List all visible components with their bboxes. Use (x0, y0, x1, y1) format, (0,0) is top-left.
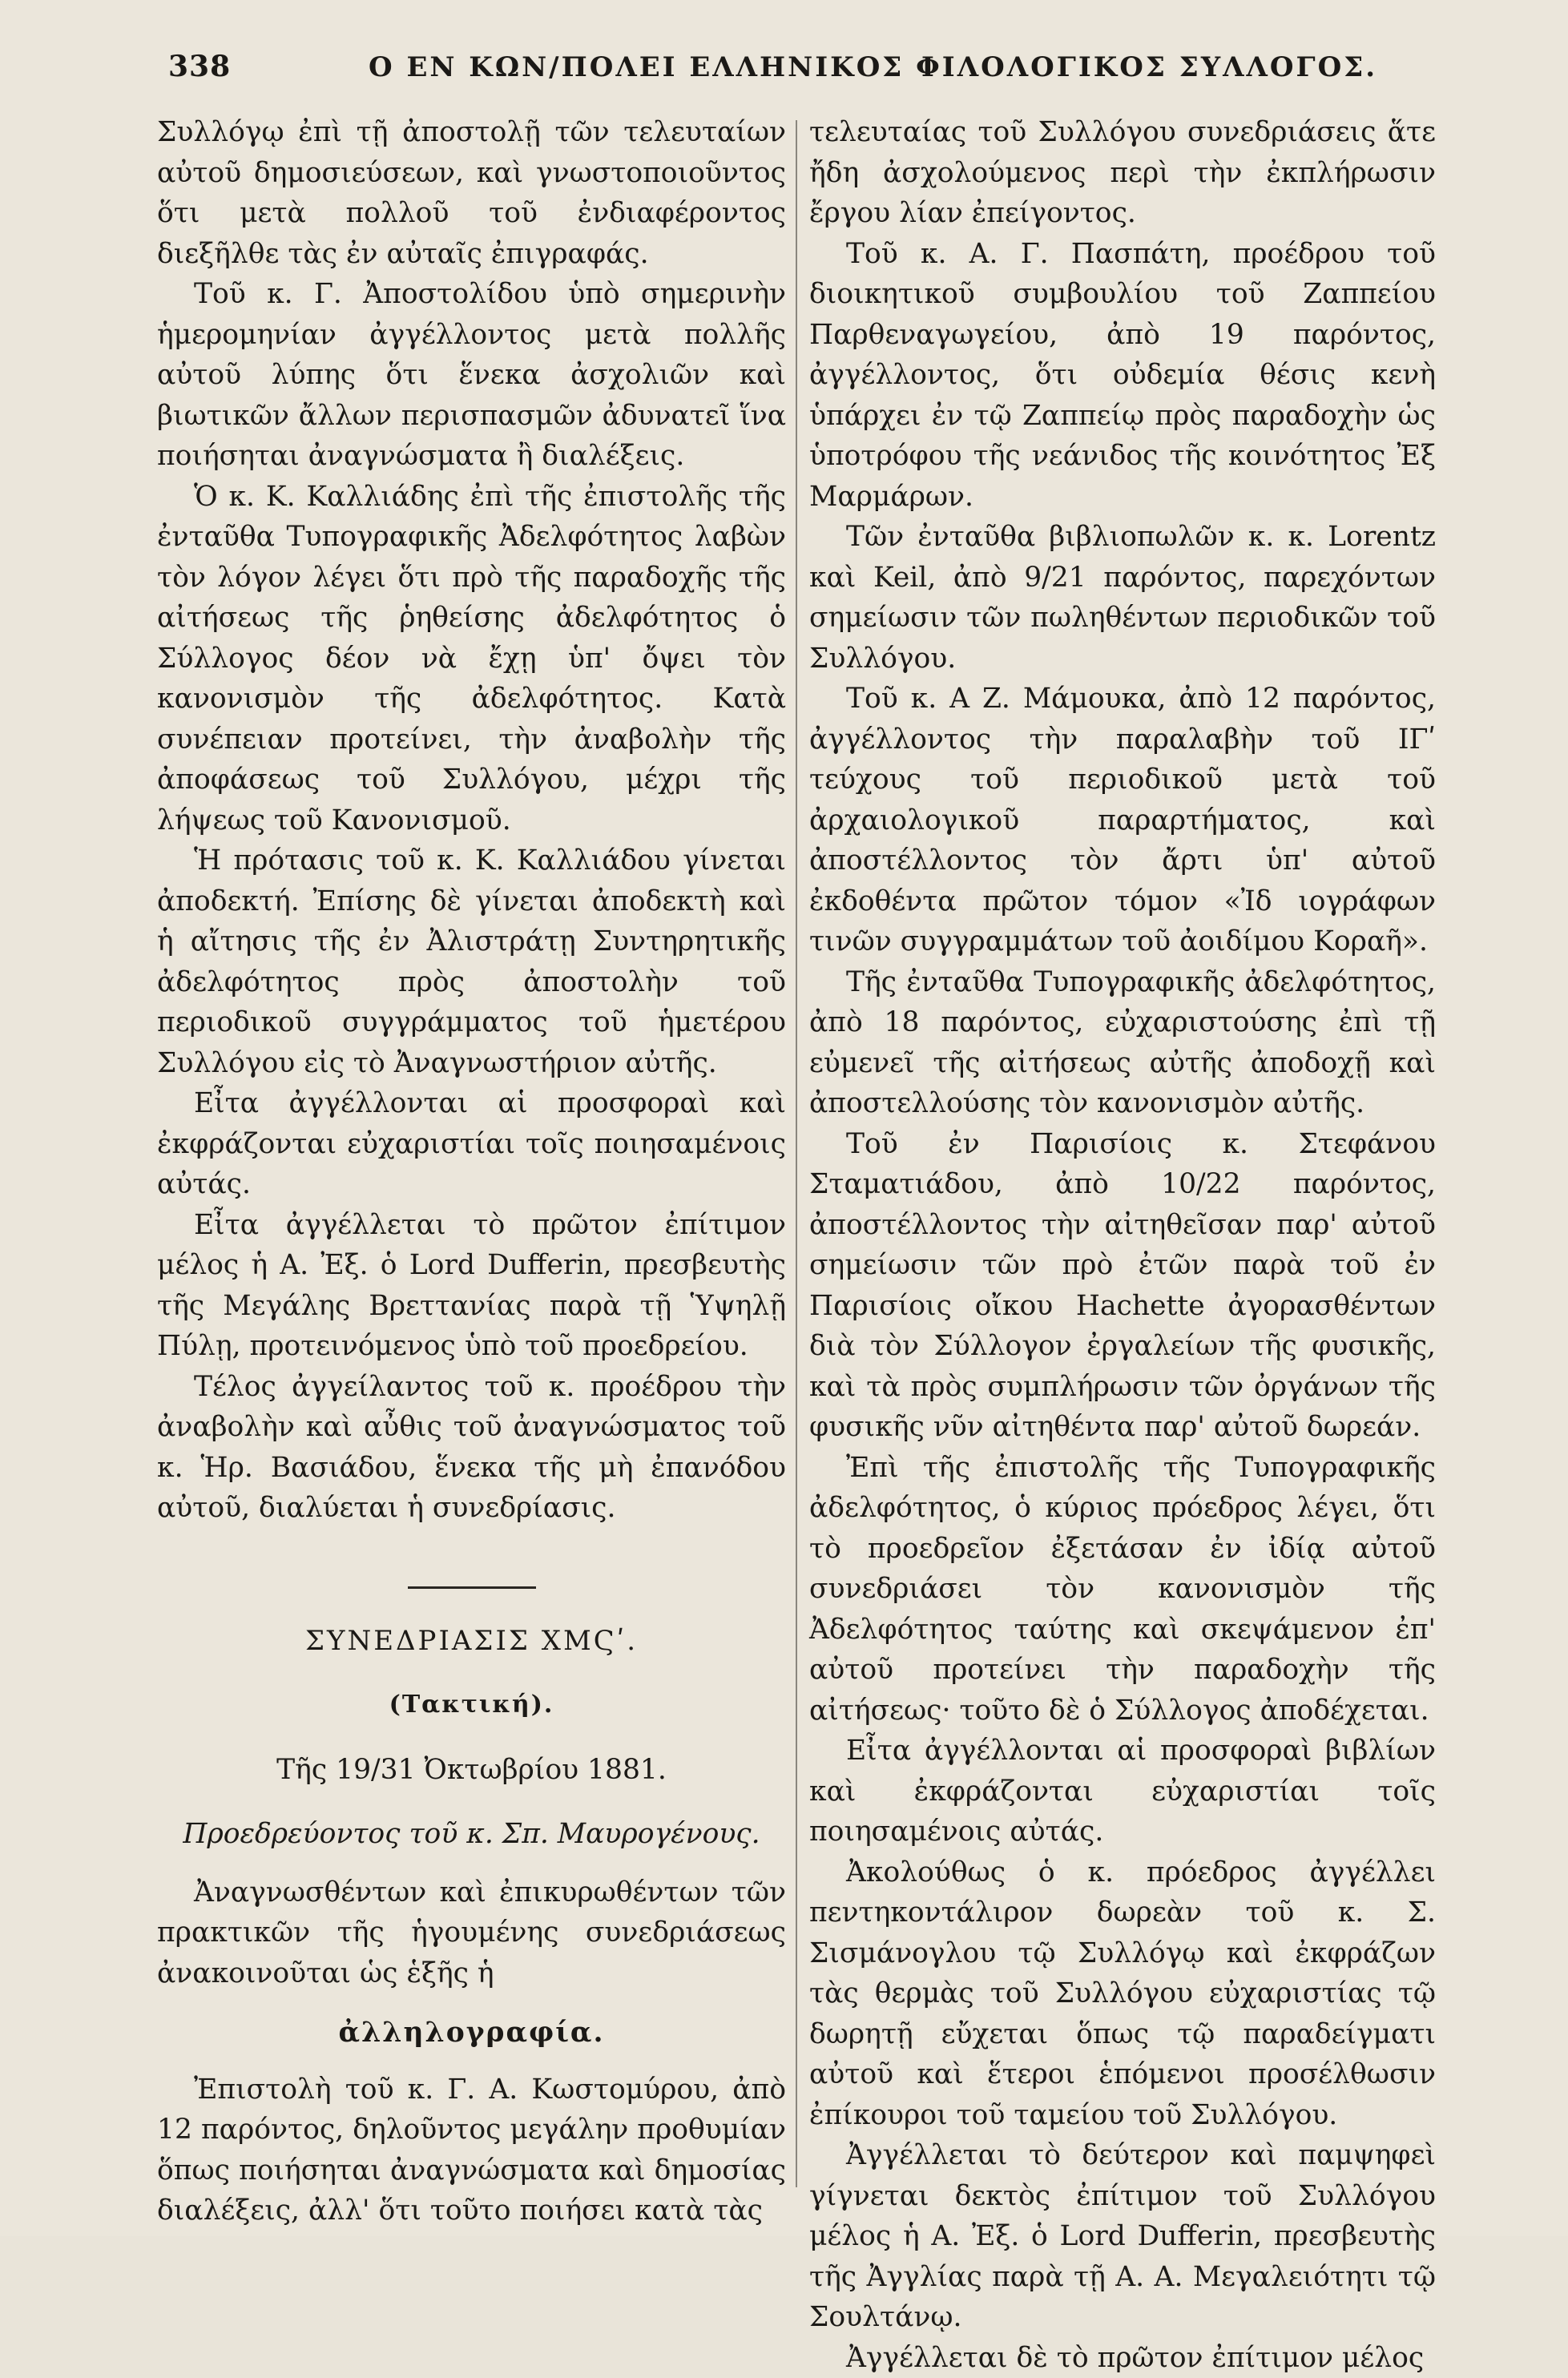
session-type: (Τακτική). (157, 1685, 786, 1726)
paragraph: Συλλόγῳ ἐπὶ τῇ ἀποστολῇ τῶν τελευταίων αὐτοῦ δημοσιεύσεων, καὶ γνωστοποιοῦντος ὅτι μετὰ πολλοῦ τοῦ ἐνδιαφέροντος διεξῆλθε τὰς ἐν αὐταῖς ἐπιγραφάς. (157, 112, 786, 274)
section-heading: ἀλληλογραφία. (157, 2013, 786, 2054)
paragraph: Τῆς ἐνταῦθα Τυπογραφικῆς ἀδελφότητος, ἀπὸ 18 παρόντος, εὐχαριστούσης ἐπὶ τῇ εὐμενεῖ τῆς αἰτήσεως αὐτῆς ἀποδοχῇ καὶ ἀποστελλούσης τὸν κανονισμὸν αὐτῆς. (809, 962, 1436, 1124)
paragraph: Εἶτα ἀγγέλλεται τὸ πρῶτον ἐπίτιμον μέλος ἡ Α. Ἐξ. ὁ Lord Dufferin, πρεσβευτὴς τῆς Μεγάλης Βρεττανίας παρὰ τῇ Ὑψηλῇ Πύλῃ, προτεινόμενος ὑπὸ τοῦ προεδρείου. (157, 1205, 786, 1367)
paragraph: Ἀκολούθως ὁ κ. πρόεδρος ἀγγέλλει πεντηκοντάλιρον δωρεὰν τοῦ κ. Σ. Σισμάνογλου τῷ Συλλόγῳ καὶ ἐκφράζων τὰς θερμὰς τοῦ Συλλόγου εὐχαριστίας τῷ δωρητῇ εὔχεται ὅπως τῷ παραδείγματι αὐτοῦ καὶ ἕτεροι ἑπόμενοι προσέλθωσιν ἐπίκουροι τοῦ ταμείου τοῦ Συλλόγου. (809, 1852, 1436, 2136)
paragraph: Ἡ πρότασις τοῦ κ. Κ. Καλλιάδου γίνεται ἀποδεκτή. Ἐπίσης δὲ γίνεται ἀποδεκτὴ καὶ ἡ αἴτησις τῆς ἐν Ἀλιστράτῃ Συντηρητικῆς ἀδελφότητος πρὸς ἀποστολὴν τοῦ περιοδικοῦ συγγράμματος τοῦ ἡμετέρου Συλλόγου εἰς τὸ Ἀναγνωστήριον αὐτῆς. (157, 840, 786, 1083)
paragraph: Ἀγγέλλεται δὲ τὸ πρῶτον ἐπίτιμον μέλος (809, 2338, 1436, 2378)
column-divider (796, 120, 797, 2187)
session-title: ΣΥΝΕΔΡΙΑΣΙΣ ΧΜϚʹ. (157, 1621, 786, 1662)
paragraph: Τοῦ κ. Γ. Ἀποστολίδου ὑπὸ σημερινὴν ἡμερομηνίαν ἀγγέλλοντος μετὰ πολλῆς αὐτοῦ λύπης ὅτι ἕνεκα ἀσχολιῶν καὶ βιωτικῶν ἄλλων περισπασμῶν ἀδυνατεῖ ἵνα ποιήσηται ἀναγνώσματα ἢ διαλέξεις. (157, 274, 786, 477)
paragraph: Εἶτα ἀγγέλλονται αἱ προσφοραὶ βιβλίων καὶ ἐκφράζονται εὐχαριστίαι τοῖς ποιησαμένοις αὐτάς. (809, 1731, 1436, 1852)
right-column (809, 112, 1436, 2378)
running-head (168, 50, 1234, 98)
paragraph: Τοῦ ἐν Παρισίοις κ. Στεφάνου Σταματιάδου, ἀπὸ 10/22 παρόντος, ἀποστέλλοντος τὴν αἰτηθεῖσαν παρ' αὐτοῦ σημείωσιν τῶν πρὸ ἐτῶν παρὰ τοῦ ἐν Παρισίοις οἴκου Hachette ἀγορασθέντων διὰ τὸν Σύλλογον ἐργαλείων τῆς φυσικῆς, καὶ τὰ πρὸς συμπλήρωσιν τῶν ὀργάνων τῆς φυσικῆς νῦν αἰτηθέντα παρ' αὐτοῦ δωρεάν. (809, 1124, 1436, 1448)
journal-title: Ο ΕΝ ΚΩΝ/ΠΟΛΕΙ ΕΛΛΗΝΙΚΟΣ ΦΙΛΟΛΟΓΙΚΟΣ ΣΥΛΛΟΓΟΣ. (369, 51, 1377, 83)
paragraph: Εἶτα ἀγγέλλονται αἱ προσφοραὶ καὶ ἐκφράζονται εὐχαριστίαι τοῖς ποιησαμένοις αὐτάς. (157, 1083, 786, 1205)
section-divider (408, 1586, 536, 1589)
paragraph: Ἐπὶ τῆς ἐπιστολῆς τῆς Τυπογραφικῆς ἀδελφότητος, ὁ κύριος πρόεδρος λέγει, ὅτι τὸ προεδρεῖον ἐξετάσαν ἐν ἰδίᾳ αὐτοῦ συνεδριάσει τὸν κανονισμὸν τῆς Ἀδελφότητος ταύτης καὶ σκεψάμενον ἐπ' αὐτοῦ προτείνει τὴν παραδοχὴν τῆς αἰτήσεως· τοῦτο δὲ ὁ Σύλλογος ἀποδέχεται. (809, 1448, 1436, 1731)
paragraph: Τέλος ἀγγείλαντος τοῦ κ. προέδρου τὴν ἀναβολὴν καὶ αὖθις τοῦ ἀναγνώσματος τοῦ κ. Ἡρ. Βασιάδου, ἕνεκα τῆς μὴ ἐπανόδου αὐτοῦ, διαλύεται ἡ συνεδρίασις. (157, 1367, 786, 1529)
paragraph: Τοῦ κ. Α. Γ. Πασπάτη, προέδρου τοῦ διοικητικοῦ συμβουλίου τοῦ Ζαππείου Παρθεναγωγείου, ἀπὸ 19 παρόντος, ἀγγέλλοντος, ὅτι οὐδεμία θέσις κενὴ ὑπάρχει ἐν τῷ Ζαππείῳ πρὸς παραδοχὴν ὡς ὑποτρόφου τῆς νεάνιδος τῆς κοινότητος Ἐξ Μαρμάρων. (809, 234, 1436, 518)
left-column (157, 112, 786, 2231)
paragraph: Ἀγγέλλεται τὸ δεύτερον καὶ παμψηφεὶ γίγνεται δεκτὸς ἐπίτιμον τοῦ Συλλόγου μέλος ἡ Α. Ἐξ. ὁ Lord Dufferin, πρεσβευτὴς τῆς Ἀγγλίας παρὰ τῇ Α. Α. Μεγαλειότητι τῷ Σουλτάνῳ. (809, 2135, 1436, 2338)
presiding-line: Προεδρεύοντος τοῦ κ. Σπ. Μαυρογένους. (157, 1814, 786, 1855)
paragraph: τελευταίας τοῦ Συλλόγου συνεδριάσεις ἅτε ἤδη ἀσχολούμενος περὶ τὴν ἐκπλήρωσιν ἔργου λίαν ἐπείγοντος. (809, 112, 1436, 234)
session-date: Τῆς 19/31 Ὀκτωβρίου 1881. (157, 1750, 786, 1791)
paragraph: Τῶν ἐνταῦθα βιβλιοπωλῶν κ. κ. Lorentz καὶ Keil, ἀπὸ 9/21 παρόντος, παρεχόντων σημείωσιν τῶν πωληθέντων περιοδικῶν τοῦ Συλλόγου. (809, 517, 1436, 679)
paragraph: Τοῦ κ. Α Ζ. Μάμουκα, ἀπὸ 12 παρόντος, ἀγγέλλοντος τὴν παραλαβὴν τοῦ ΙΓʹ τεύχους τοῦ περιοδικοῦ μετὰ τοῦ ἀρχαιολογικοῦ παραρτήματος, καὶ ἀποστέλλοντος τὸν ἄρτι ὑπ' αὐτοῦ ἐκδοθέντα πρῶτον τόμον «Ἰδ ιογράφων τινῶν συγγραμμάτων τοῦ ἀοιδίμου Κοραῆ». (809, 679, 1436, 962)
minutes-paragraph: Ἀναγνωσθέντων καὶ ἐπικυρωθέντων τῶν πρακτικῶν τῆς ἡγουμένης συνεδριάσεως ἀνακοινοῦται ὡς ἑξῆς ἡ (157, 1872, 786, 1994)
page-number: 338 (168, 50, 231, 83)
paragraph: Ὁ κ. Κ. Καλλιάδης ἐπὶ τῆς ἐπιστολῆς τῆς ἐνταῦθα Τυπογραφικῆς Ἀδελφότητος λαβὼν τὸν λόγον λέγει ὅτι πρὸ τῆς παραδοχῆς τῆς αἰτήσεως τῆς ῥηθείσης ἀδελφότητος ὁ Σύλλογος δέον νὰ ἔχῃ ὑπ' ὄψει τὸν κανονισμὸν τῆς ἀδελφότητος. Κατὰ συνέπειαν προτείνει, τὴν ἀναβολὴν τῆς ἀποφάσεως τοῦ Συλλόγου, μέχρι τῆς λήψεως τοῦ Κανονισμοῦ. (157, 477, 786, 841)
paragraph: Ἐπιστολὴ τοῦ κ. Γ. Α. Κωστομύρου, ἀπὸ 12 παρόντος, δηλοῦντος μεγάλην προθυμίαν ὅπως ποιήσηται ἀναγνώσματα καὶ δημοσίας διαλέξεις, ἀλλ' ὅτι τοῦτο ποιήσει κατὰ τὰς (157, 2070, 786, 2231)
